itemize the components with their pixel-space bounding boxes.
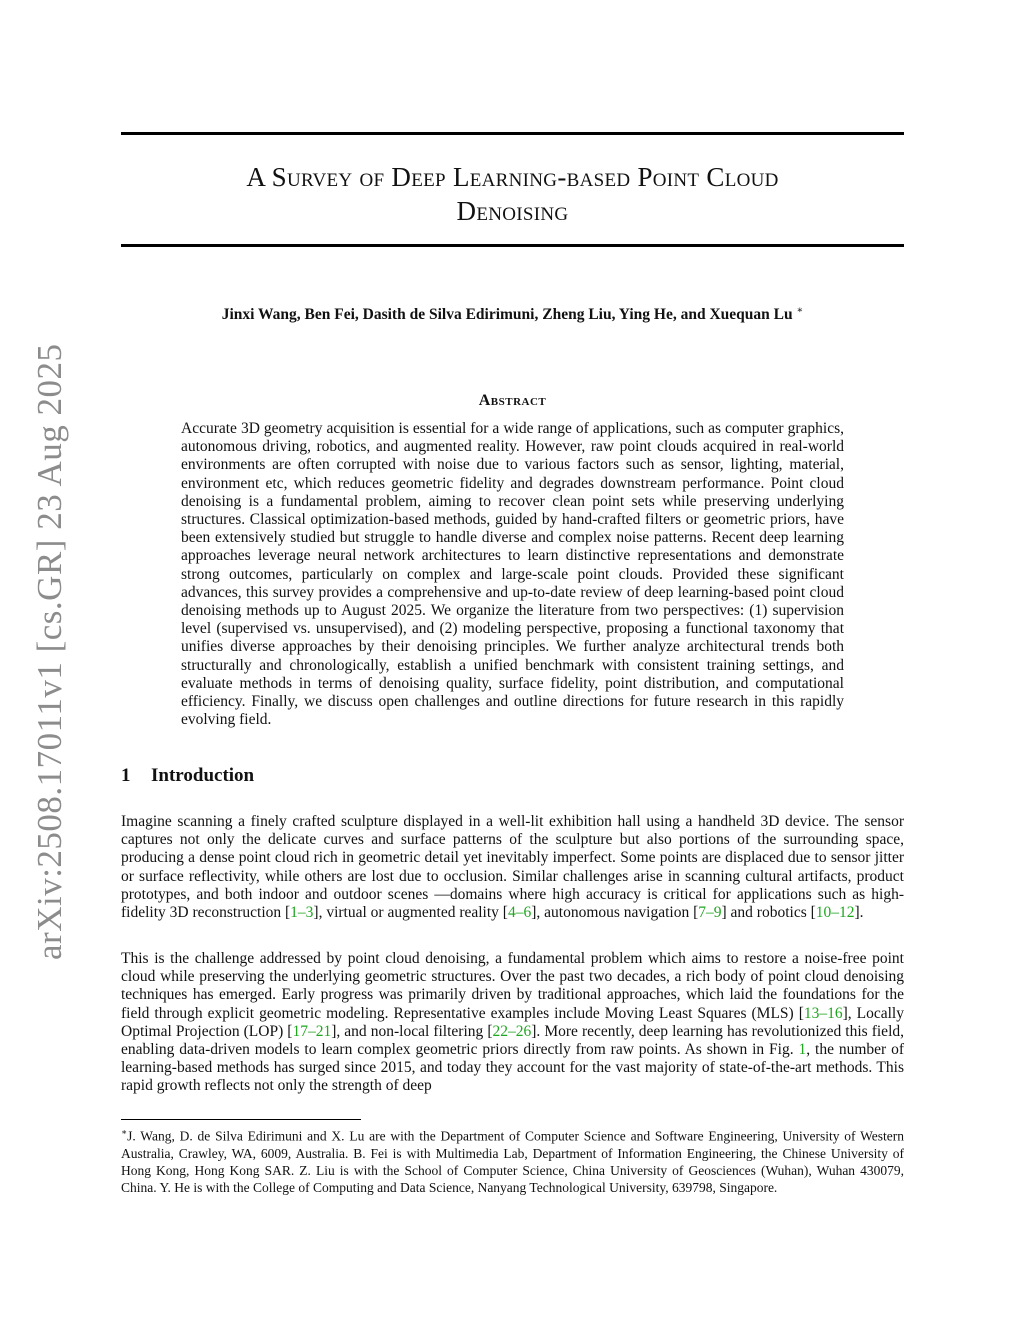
text-run: Imagine scanning a finely crafted sculpture displayed in a well-lit exhibition hall using a handheld 3D device. The sensor captures not only the delicate curves and surface patterns of the sculpture but also portions of the surrounding space, producing a dense point cloud rich in geometric detail yet inevitably imperfect. Some points are displaced due to sensor jitter or surface reflectivity, while others are lost due to occlusion. Similar challenges arise in scanning cultural artifacts, product prototypes, and both indoor and outdoor scenes —domains where high accuracy is critical for applications such as high-fidelity 3D reconstruction [ [121, 813, 904, 922]
affiliation-footnote [121, 1124, 904, 1196]
paper-title [121, 160, 904, 228]
author-list [121, 305, 904, 324]
footnote-divider [121, 1119, 361, 1120]
text-run: This is the challenge addressed by point cloud denoising, a fundamental problem which aims to restore a noise-free point cloud while preserving the underlying geometric structures. Over the past two decades, a rich body of point cloud denoising techniques has emerged. Early progress was primarily driven by traditional approaches, which laid the foundations for the field through explicit geometric modeling. Representative examples include Moving Least Squares (MLS) [ [121, 950, 904, 1022]
section-title: Introduction [151, 765, 255, 786]
citation-link[interactable]: 22–26 [492, 1022, 532, 1040]
text-run: ], Locally Optimal Projection (LOP) [ [121, 1004, 904, 1040]
section-number: 1 [121, 765, 131, 786]
section-heading-introduction [121, 765, 254, 787]
intro-paragraph-2 [121, 950, 904, 1096]
abstract-heading: Abstract [478, 392, 547, 409]
text-run: ], virtual or augmented reality [ [313, 904, 508, 922]
title-rule-bottom [121, 244, 904, 247]
citation-link[interactable]: 13–16 [803, 1004, 843, 1022]
citation-link[interactable]: 17–21 [292, 1022, 332, 1040]
text-run: , the number of learning-based methods has surged since 2015, and today they account for the vast majority of state-of-the-art methods. This rapid growth reflects not only the strength of deep [121, 1041, 905, 1095]
figure-reference-link[interactable]: 1 [798, 1041, 807, 1059]
citation-link[interactable]: 7–9 [698, 904, 722, 922]
author-names: Jinxi Wang, Ben Fei, Dasith de Silva Edirimuni, Zheng Liu, Ying He, and Xuequan Lu [221, 306, 793, 324]
citation-link[interactable]: 10–12 [815, 904, 855, 922]
text-run: ], autonomous navigation [ [531, 904, 699, 922]
text-run: ] and robotics [ [721, 904, 816, 922]
title-line-1: A Survey of Deep Learning-based Point Cloud [246, 162, 779, 192]
text-run: ], and non-local filtering [ [331, 1022, 493, 1040]
intro-paragraph-1 [121, 813, 904, 922]
text-run: ]. [854, 904, 864, 922]
text-run: ]. More recently, deep learning has revolutionized this field, enabling data-driven models to learn complex geometric priors directly from raw points. As shown in Fig. [121, 1022, 904, 1059]
citation-link[interactable]: 1–3 [290, 904, 314, 922]
title-rule-top [121, 132, 904, 135]
author-footnote-mark[interactable]: ∗ [796, 305, 804, 316]
title-line-2: Denoising [456, 196, 569, 226]
footnote-mark: ∗ [121, 1127, 128, 1137]
citation-link[interactable]: 4–6 [507, 904, 532, 922]
footnote-text: J. Wang, D. de Silva Edirimuni and X. Lu are with the Department of Computer Science and Software Engineering, University of Western Australia, Crawley, WA, 6009, Australia. B. Fei is with Multimedia Lab, Department of Information Engineering, the Chinese University of Hong Kong, Hong Kong SAR. Z. Liu is with the School of Computer Science, China University of Geosciences (Wuhan), Wuhan 430079, China. Y. He is with the College of Computing and Data Science, Nanyang Technological University, 639798, Singapore. [121, 1128, 904, 1195]
abstract-text: Accurate 3D geometry acquisition is essential for a wide range of applications, such as computer graphics, autonomous driving, robotics, and augmented reality. However, raw point clouds acquired in real-world environments are often corrupted with noise due to various factors such as sensor, lighting, material, environment etc, which reduces geometric fidelity and degrades downstream performance. Point cloud denoising is a fundamental problem, aiming to recover clean point sets while preserving underlying structures. Classical optimization-based methods, guided by hand-crafted filters or geometric priors, have been extensively studied but struggle to handle diverse and complex noise patterns. Recent deep learning approaches leverage neural network architectures to learn distinctive representations and demonstrate strong outcomes, particularly on complex and large-scale point clouds. Provided these significant advances, this survey provides a comprehensive and up-to-date review of deep learning-based point cloud denoising methods up to August 2025. We organize the literature from two perspectives: (1) supervision level (supervised vs. unsupervised), and (2) modeling perspective, proposing a functional taxonomy that unifies diverse approaches by their denoising principles. We further analyze architectural trends both structurally and chronologically, establish a unified benchmark with consistent training settings, and evaluate methods in terms of denoising quality, surface fidelity, point distribution, and computational efficiency. Finally, we discuss open challenges and outline directions for future research in this rapidly evolving field. [181, 420, 844, 729]
arxiv-identifier-stamp: arXiv:2508.17011v1 [cs.GR] 23 Aug 2025 [30, 343, 69, 960]
